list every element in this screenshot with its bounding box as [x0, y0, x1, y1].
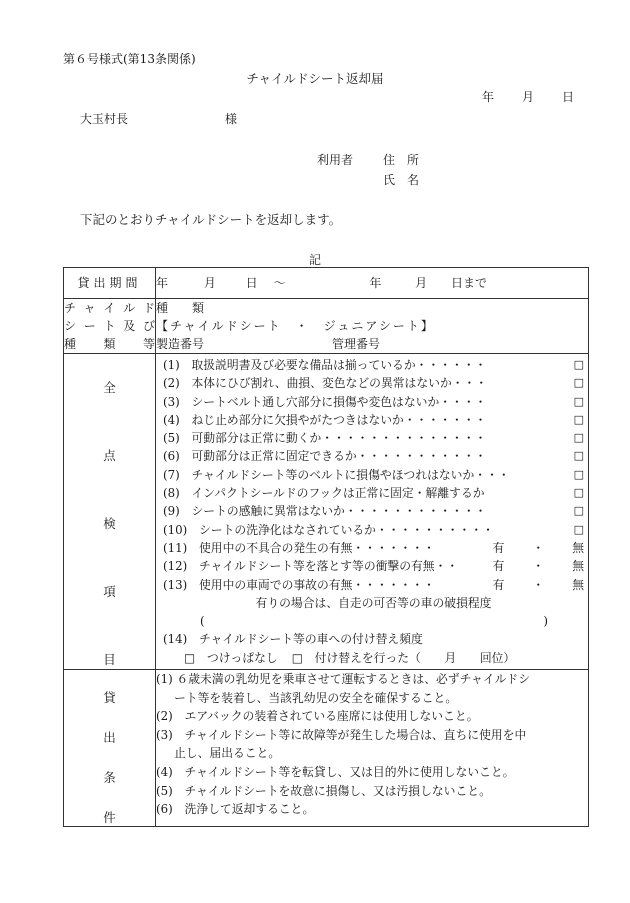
checkbox[interactable]: □: [573, 394, 584, 408]
seat-kind-label: 種 類: [156, 301, 205, 315]
item-14-options: [156, 649, 588, 667]
inspection-item: [156, 466, 588, 484]
checkbox[interactable]: □: [573, 358, 584, 371]
checkbox[interactable]: □: [573, 449, 584, 463]
date-day-label: 日: [562, 90, 575, 104]
option-reinstalled[interactable]: □ 付け替えを行った（ 月 回位）: [291, 650, 516, 665]
condition-item: (2) エアバックの装着されている座席には使用しないこと。: [156, 709, 479, 724]
address-label: 住 所: [383, 153, 420, 167]
period-day1: 日: [245, 276, 258, 290]
yes-option[interactable]: 有: [492, 559, 505, 574]
paren-close: ): [543, 614, 548, 629]
inspection-label-char: 検: [103, 516, 116, 531]
item-text: (9) シートの感触に異常はないか・・・・・・・・・・・・: [163, 504, 487, 519]
conditions-label-char: 条: [103, 770, 116, 786]
yes-option[interactable]: 有: [492, 577, 505, 592]
inspection-item: [156, 411, 588, 429]
inspection-items: [156, 354, 589, 670]
period-value[interactable]: [156, 268, 589, 299]
period-tilde: 〜: [273, 276, 286, 290]
condition-item: (4) チャイルドシート等を転貸し、又は目的外に使用しないこと。: [156, 765, 515, 780]
separator-dot: ・: [532, 540, 545, 555]
inspection-label-char: 目: [103, 652, 116, 667]
item-14: (14) チャイルドシート等の車への付け替え頻度: [163, 632, 423, 647]
conditions-list: [156, 670, 589, 827]
item-text: (12) チャイルドシート等を落とす等の衝撃の有無・・: [163, 559, 459, 574]
conditions-label-char: 貸: [103, 690, 116, 706]
return-form-table: [63, 267, 589, 827]
checkbox[interactable]: □: [573, 412, 584, 426]
inspection-item: [156, 429, 588, 447]
inspection-yn-item: [156, 576, 588, 594]
inspection-yn-item: [156, 557, 588, 575]
inspection-item: [156, 393, 588, 411]
seat-row: [64, 299, 589, 354]
honorific: 様: [225, 112, 238, 126]
checkbox[interactable]: □: [573, 376, 584, 390]
addressee: 大玉村長: [80, 112, 129, 126]
item-text: (5) 可動部分は正常に動くか・・・・・・・・・・・・・・: [163, 431, 487, 446]
inspection-item: [156, 484, 588, 502]
inspection-label: [64, 354, 156, 670]
item-text: (1) 取扱説明書及び必要な備品は揃っているか・・・・・・: [163, 358, 487, 372]
damage-note: 有りの場合は、自走の可否等の車の破損程度: [255, 595, 492, 610]
yes-option[interactable]: 有: [492, 540, 505, 555]
item-text: (4) ねじ止め部分に欠損やがたつきはないか・・・・・・・: [163, 412, 487, 427]
inspection-item: [156, 521, 588, 539]
inspection-item: [156, 502, 588, 520]
item-text: (11) 使用中の不具合の発生の有無・・・・・・・: [163, 540, 435, 555]
condition-item: (3) チャイルドシート等に故障等が発生した場合は、直ちに使用を中: [156, 727, 527, 742]
inspection-label-char: 全: [103, 380, 116, 395]
inspection-row: [64, 354, 589, 670]
management-number-label: 管理番号: [332, 337, 381, 351]
conditions-label-char: 出: [103, 730, 116, 746]
separator-dot: ・: [532, 559, 545, 574]
item-text: (8) インパクトシールドのフックは正常に固定・解離するか: [163, 486, 485, 501]
period-until: 日まで: [450, 276, 487, 290]
period-label: 貸出期間: [64, 268, 156, 299]
inspection-item: [156, 374, 588, 392]
intro-text: 下記のとおりチャイルドシートを返却します。: [80, 212, 342, 227]
conditions-label: [64, 670, 156, 827]
seat-kind-options[interactable]: 【チャイルドシート ・ ジュニアシート】: [156, 319, 435, 333]
option-leave-installed[interactable]: □ つけっぱなし: [184, 650, 278, 665]
checkbox[interactable]: □: [573, 431, 584, 445]
date-year-label: 年: [482, 90, 495, 104]
paren-open: (: [200, 614, 205, 629]
condition-item: (1) ６歳未満の乳幼児を乗車させて運転するときは、必ずチャイルドシ: [156, 672, 531, 687]
period-month1: 月: [203, 276, 216, 290]
condition-item: (5) チャイルドシートを故意に損傷し、又は汚損しないこと。: [156, 783, 491, 798]
checkbox[interactable]: □: [573, 504, 584, 518]
inspection-label-char: 項: [103, 584, 116, 599]
period-year1: 年: [156, 276, 169, 290]
seat-label-line: チャイルド: [64, 301, 155, 315]
name-label: 氏 名: [383, 173, 420, 187]
checkbox[interactable]: □: [573, 522, 584, 536]
inspection-item: [156, 447, 588, 465]
item-text: (13) 使用中の車両での事故の有無・・・・・・・: [163, 577, 435, 592]
seat-label-line: 種 類 等: [64, 337, 155, 351]
condition-item-cont: ート等を装着し、当該乳幼児の安全を確保すること。: [174, 690, 458, 705]
seat-label-line: シート及び: [64, 319, 155, 333]
period-row: [64, 268, 589, 299]
item-text: (10) シートの洗浄化はなされているか・・・・・・・・・・: [163, 522, 494, 537]
seat-label: [64, 299, 156, 354]
ki-heading: 記: [308, 253, 321, 267]
separator-dot: ・: [532, 577, 545, 592]
page-title: チャイルドシート返却届: [246, 71, 384, 86]
damage-input[interactable]: [156, 612, 588, 630]
item-text: (2) 本体にひび割れ、曲損、変色などの異常はないか・・・: [163, 376, 488, 391]
inspection-yn-item: [156, 539, 588, 557]
no-option[interactable]: 無: [572, 577, 584, 592]
period-year2: 年: [369, 276, 382, 290]
condition-item: (6) 洗浄して返却すること。: [156, 802, 315, 817]
checkbox[interactable]: □: [573, 486, 584, 500]
condition-item-cont: 止し、届出ること。: [174, 746, 281, 761]
item-text: (7) チャイルドシート等のベルトに損傷やほつれはないか・・・: [163, 467, 510, 482]
user-label: 利用者: [317, 153, 354, 167]
inspection-item: [156, 356, 588, 374]
period-month2: 月: [415, 276, 428, 290]
item-text: (6) 可動部分は正常に固定できるか・・・・・・・・・・・: [163, 449, 487, 464]
date-month-label: 月: [522, 90, 535, 104]
conditions-label-char: 件: [103, 810, 116, 826]
inspection-label-char: 点: [103, 448, 116, 463]
no-option[interactable]: 無: [572, 559, 584, 574]
serial-number-label: 製造番号: [156, 337, 205, 351]
item-text: (3) シートベルト通し穴部分に損傷や変色はないか・・・・: [163, 394, 487, 409]
seat-value: [156, 299, 589, 354]
checkbox[interactable]: □: [573, 467, 584, 481]
form-number: 第６号様式(第13条関係): [63, 52, 196, 66]
no-option[interactable]: 無: [572, 540, 584, 555]
conditions-row: [64, 670, 589, 827]
